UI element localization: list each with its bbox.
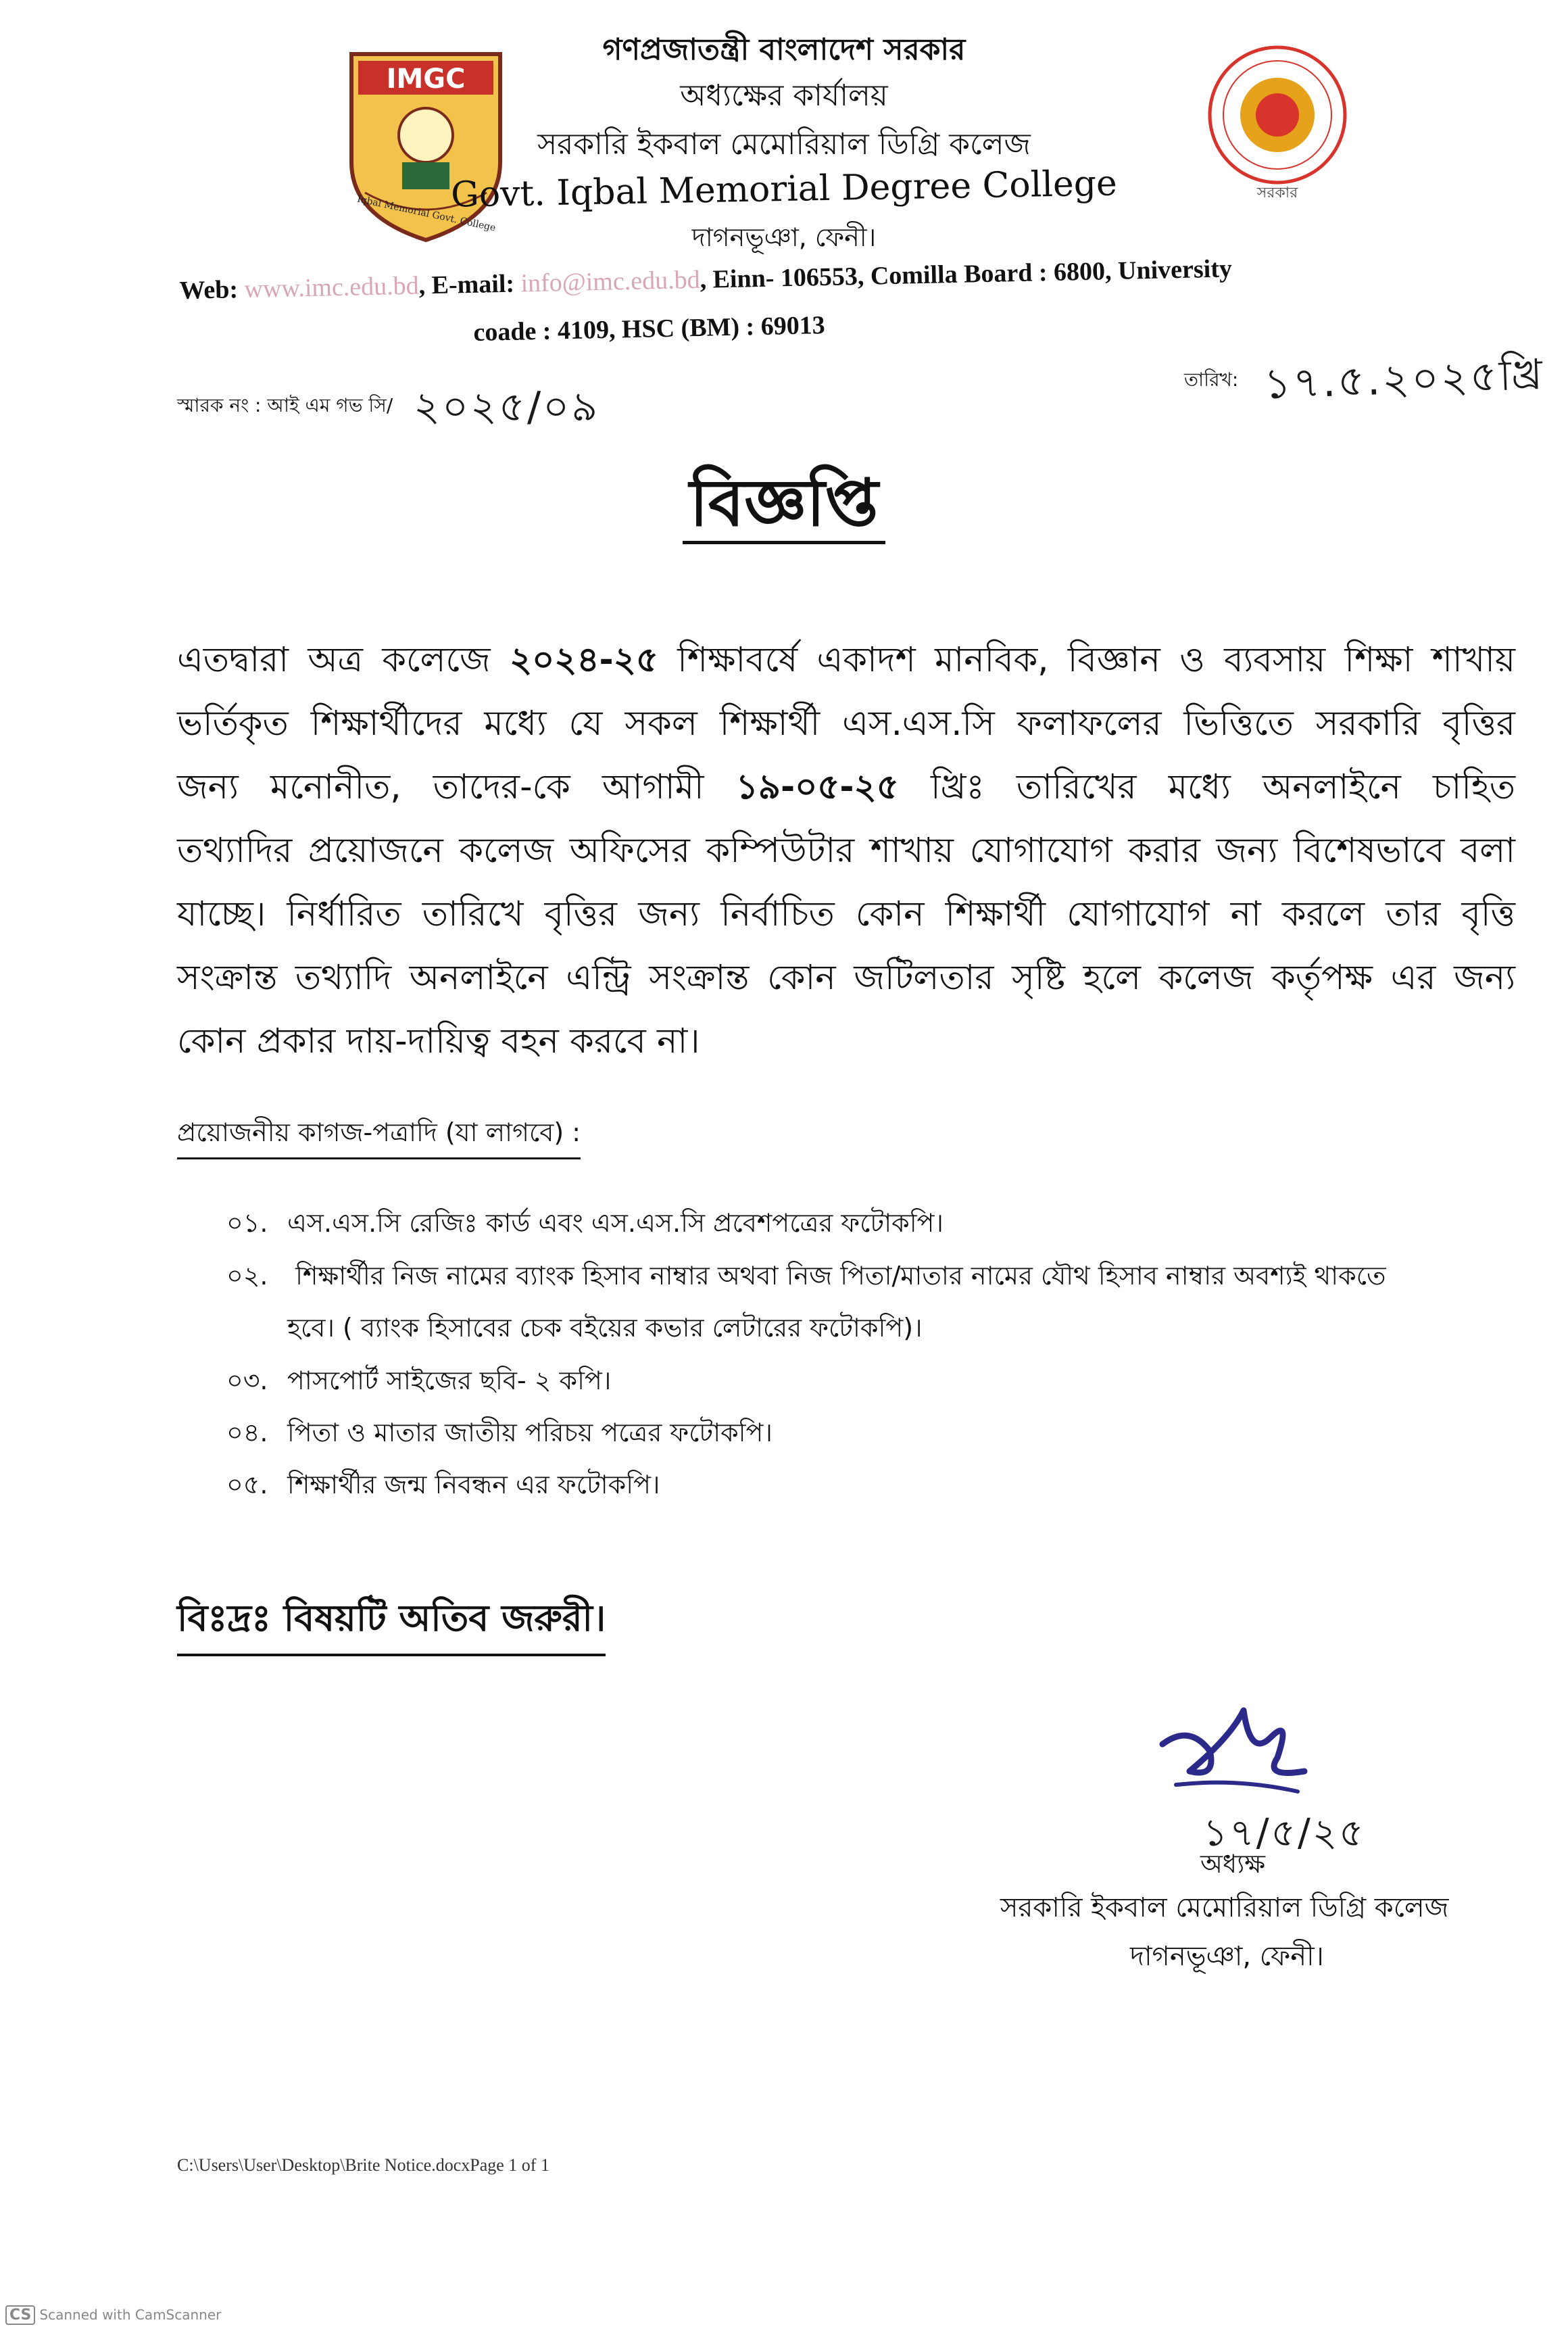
requirement-item-continued: হবে। ( ব্যাংক হিসাবের চেক বইয়ের কভার লেটারের ফটোকপি)। [287,1313,923,1343]
requirement-item: ০১. এস.এস.সি রেজিঃ কার্ড এবং এস.এস.সি প্রবেশপত্রের ফটোকপি। [226,1208,944,1238]
body-line: জন্য মনোনীত, তাদের-কে আগামী ১৯-০৫-২৫ খ্রিঃ তারিখের মধ্যে অনলাইনে চাহিত [177,767,1515,807]
requirement-item: ০২. শিক্ষার্থীর নিজ নামের ব্যাংক হিসাব নাম্বার অথবা নিজ পিতা/মাতার নামের যৌথ হিসাব নাম্বার অবশ্যই থাকতে [226,1261,1386,1291]
seal-caption: সরকার [1256,185,1298,201]
notice-body [177,629,1515,1074]
institution-codes-2: coade : 4109, HSC (BM) : 69013 [473,311,826,347]
body-line: যাচ্ছে। নির্ধারিত তারিখে বৃত্তির জন্য নির্বাচিত কোন শিক্ষার্থী যোগাযোগ না করলে তার বৃত্তি [177,894,1515,934]
email-link[interactable]: info@imc.edu.bd [520,265,701,298]
signatory-college: সরকারি ইকবাল মেমোরিয়াল ডিগ্রি কলেজ [1000,1892,1449,1923]
requirement-item: ০৪. পিতা ও মাতার জাতীয় পরিচয় পত্রের ফটোকপি। [226,1418,773,1447]
body-line: কোন প্রকার দায়-দায়িত্ব বহন করবে না। [177,1022,700,1061]
web-label: Web: [179,275,239,305]
government-seal [1196,41,1358,203]
signatory-title: অধ্যক্ষ [1200,1849,1266,1879]
college-name-bn: সরকারি ইকবাল মেমোরিয়াল ডিগ্রি কলেজ [537,127,1031,162]
body-line: এতদ্বারা অত্র কলেজে ২০২৪-২৫ শিক্ষাবর্ষে একাদশ মানবিক, বিজ্ঞান ও ব্যবসায় শিক্ষা শাখায় [177,640,1516,680]
web-link[interactable]: www.imc.edu.bd [244,271,420,304]
date-value: ১৭.৫.২০২৫খ্রি [1263,349,1546,409]
signature-date: ১৭/৫/২৫ [1203,1811,1366,1855]
important-note: বিঃদ্রঃ বিষয়টি অতিব জরুরী। [177,1590,606,1656]
memo-label: স্মারক নং : আই এম গভ সি/ [177,394,393,416]
requirement-item: ০৫. শিক্ষার্থীর জন্ম নিবন্ধন এর ফটোকপি। [226,1470,660,1499]
notice-title: বিজ্ঞপ্তি [0,453,1568,562]
college-name-en: Govt. Iqbal Memorial Degree College [450,163,1118,216]
logo-caption: Iqbal Memorial Govt. College [356,193,497,234]
scanner-text: Scanned with CamScanner [39,2307,222,2323]
college-location: দাগনভূঞা, ফেনী। [691,222,877,252]
requirement-item: ০৩. পাসপোর্ট সাইজের ছবি- ২ কপি। [226,1366,612,1395]
scanner-badge: CS [5,2305,35,2325]
signatory-place: দাগনভূঞা, ফেনী। [1130,1941,1324,1972]
body-line: ভর্তিকৃত শিক্ষার্থীদের মধ্যে যে সকল শিক্ষার্থী এস.এস.সি ফলাফলের ভিত্তিতে সরকারি বৃত্তির [177,704,1515,744]
file-path-footer: C:\Users\User\Desktop\Brite Notice.docxPage 1 of 1 [177,2155,549,2175]
institution-codes: , Einn- 106553, Comilla Board : 6800, University [700,254,1233,294]
govt-line: গণপ্রজাতন্ত্রী বাংলাদেশ সরকার [602,32,966,67]
memo-number: ২০২৫/০৯ [414,383,600,431]
date-label: তারিখ: [1184,368,1239,391]
principal-signature [1149,1697,1325,1808]
scanner-watermark [5,2305,221,2325]
logo-letters: IMGC [386,64,466,95]
office-line: অধ্যক্ষের কার্যালয় [680,78,888,113]
body-line: তথ্যাদির প্রয়োজনে কলেজ অফিসের কম্পিউটার শাখায় যোগাযোগ করার জন্য বিশেষভাবে বলা [177,831,1515,871]
email-label: , E-mail: [418,269,515,300]
body-line: সংক্রান্ত তথ্যাদি অনলাইনে এন্ট্রি সংক্রান্ত কোন জটিলতার সৃষ্টি হলে কলেজ কর্তৃপক্ষ এর জন্য [177,958,1515,998]
requirements-heading: প্রয়োজনীয় কাগজ-পত্রাদি (যা লাগবে) : [177,1113,581,1159]
